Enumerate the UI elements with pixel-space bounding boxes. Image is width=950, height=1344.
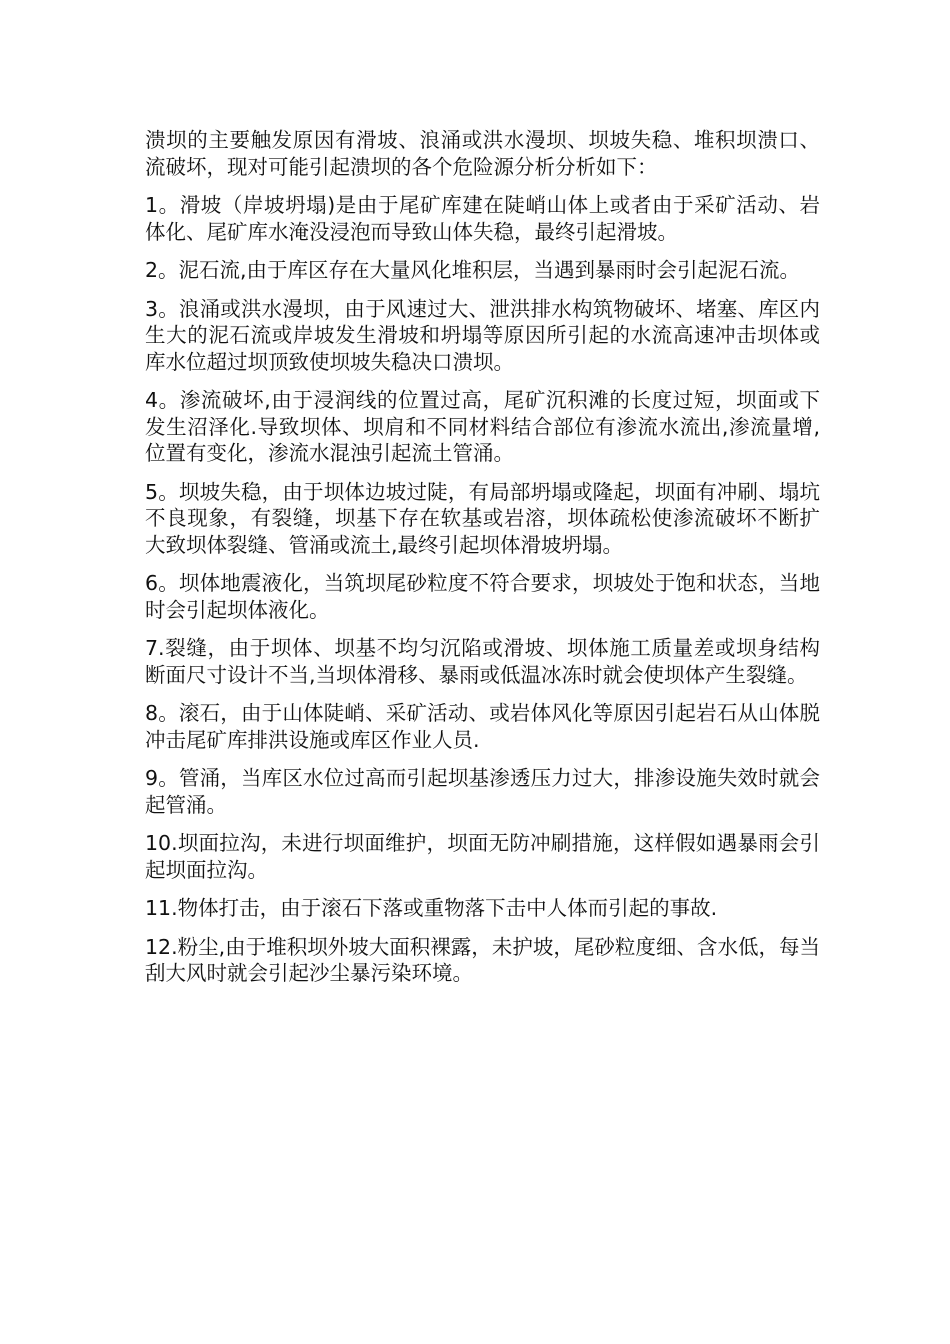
item-rockfall: 8。滚石，由于山体陡峭、采矿活动、或岩体风化等原因引起岩石从山体脱冲击尾矿库排洪设施或库区作业人员. xyxy=(145,701,820,752)
item-piping: 9。管涌，当库区水位过高而引起坝基渗透压力过大，排渗设施失效时就会起管涌。 xyxy=(145,766,820,817)
intro-paragraph: 溃坝的主要触发原因有滑坡、浪涌或洪水漫坝、坝坡失稳、堆积坝溃口、流破坏，现对可能引起溃坝的各个危险源分析分析如下： xyxy=(145,128,820,179)
item-liquefaction: 6。坝体地震液化，当筑坝尾砂粒度不符合要求，坝坡处于饱和状态，当地时会引起坝体液化。 xyxy=(145,571,820,622)
document-body xyxy=(145,127,820,999)
item-seepage-failure: 4。渗流破坏,由于浸润线的位置过高，尾矿沉积滩的长度过短，坝面或下发生沼泽化.导致坝体、坝肩和不同材料结合部位有渗流水流出,渗流量增,位置有变化，渗流水混浊引起流土管涌。 xyxy=(145,388,820,465)
item-cracks: 7.裂缝，由于坝体、坝基不均匀沉陷或滑坡、坝体施工质量差或坝身结构断面尺寸设计不当,当坝体滑移、暴雨或低温冰冻时就会使坝体产生裂缝。 xyxy=(145,636,820,687)
item-gully-erosion: 10.坝面拉沟，未进行坝面维护，坝面无防冲刷措施，这样假如遇暴雨会引起坝面拉沟。 xyxy=(145,831,820,882)
item-slope-instability: 5。坝坡失稳，由于坝体边坡过陡，有局部坍塌或隆起，坝面有冲刷、塌坑不良现象，有裂缝，坝基下存在软基或岩溶，坝体疏松使渗流破坏不断扩大致坝体裂缝、管涌或流土,最终引起坝体滑坡坍塌。 xyxy=(145,479,820,557)
item-overtopping: 3。浪涌或洪水漫坝，由于风速过大、泄洪排水构筑物破坏、堵塞、库区内生大的泥石流或岸坡发生滑坡和坍塌等原因所引起的水流高速冲击坝体或库水位超过坝顶致使坝坡失稳决口溃坝。 xyxy=(145,296,820,374)
item-landslide: 1。滑坡（岸坡坍塌)是由于尾矿库建在陡峭山体上或者由于采矿活动、岩体化、尾矿库水淹没浸泡而导致山体失稳，最终引起滑坡。 xyxy=(145,193,820,244)
item-debris-flow: 2。泥石流,由于库区存在大量风化堆积层，当遇到暴雨时会引起泥石流。 xyxy=(145,258,801,282)
item-object-strike: 11.物体打击，由于滚石下落或重物落下击中人体而引起的事故. xyxy=(145,896,718,920)
item-dust: 12.粉尘,由于堆积坝外坡大面积裸露，未护坡，尾砂粒度细、含水低，每当刮大风时就会引起沙尘暴污染环境。 xyxy=(145,934,820,985)
